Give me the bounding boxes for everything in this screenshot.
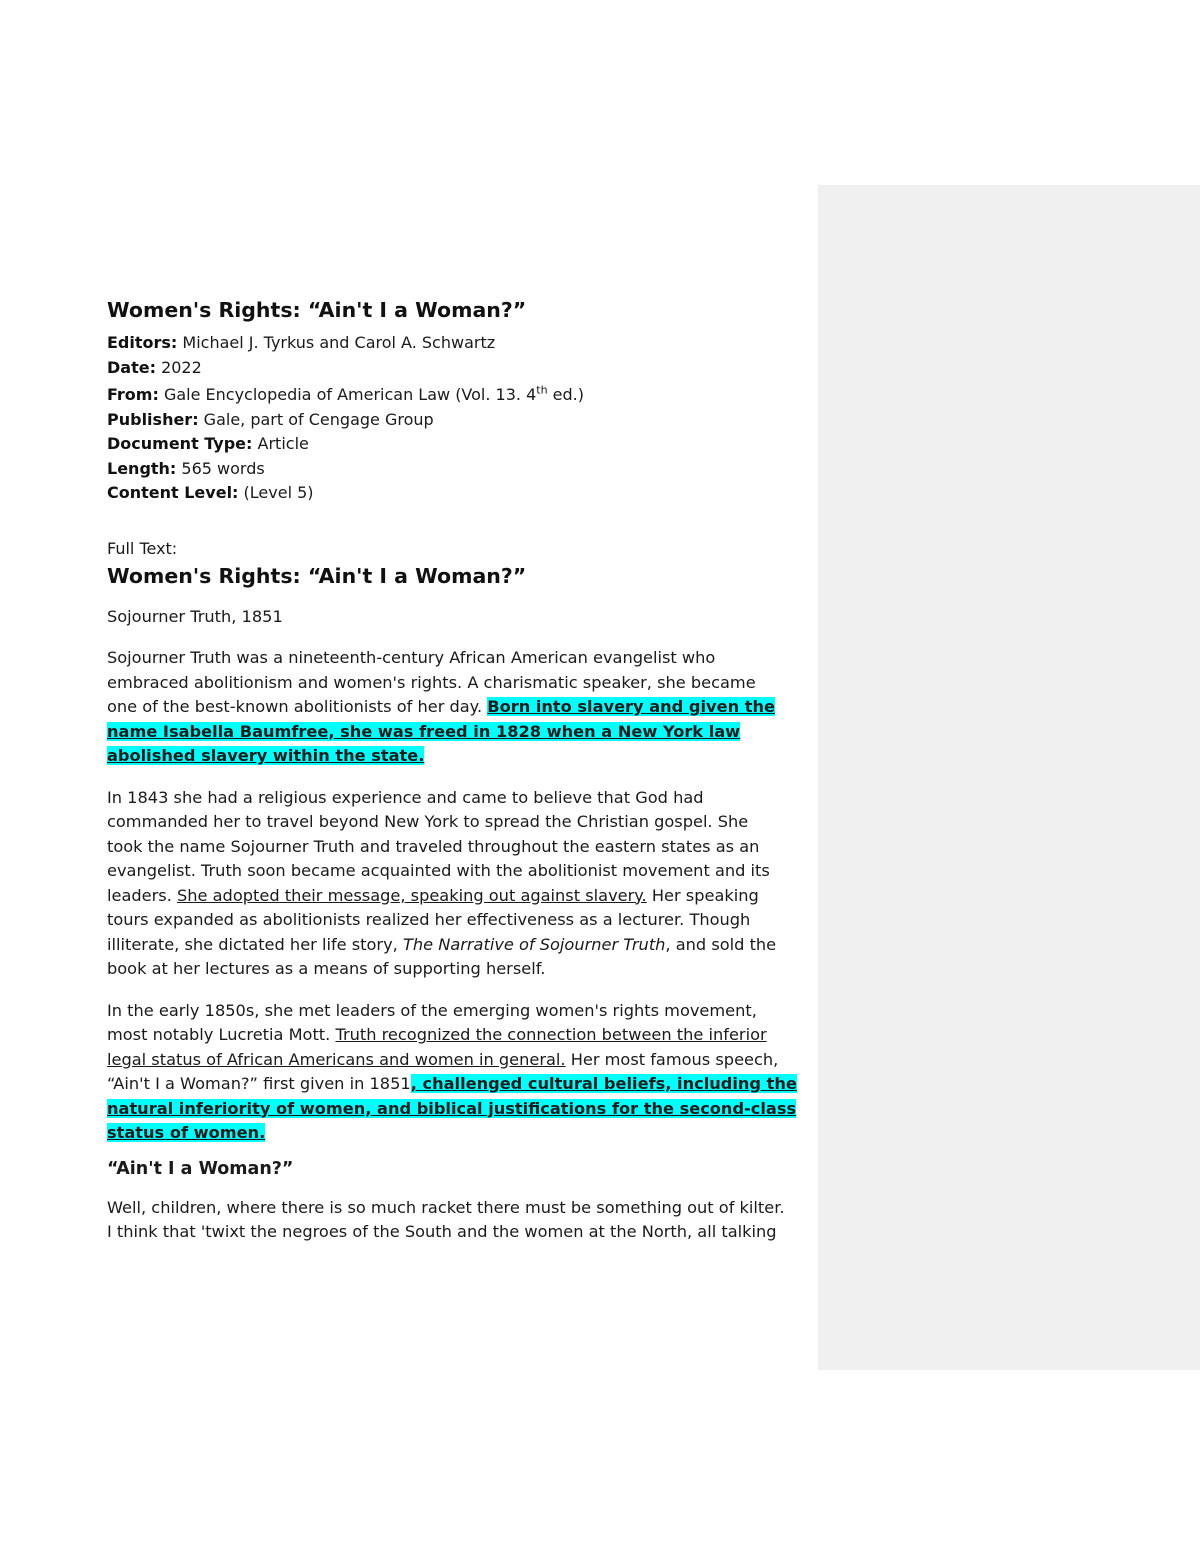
paragraph-1: Sojourner Truth was a nineteenth-century African American evangelist who embraced abolitionism and women's rights. A charismatic speaker, she became one of the best-known abolitionists of her day. Born into slavery and given the name Isabella Baumfree, she was freed in 1828 when a New York law abolished slavery within the state.: [107, 648, 775, 765]
meta-from: From: Gale Encyclopedia of American Law (Vol. 13. 4th ed.): [107, 383, 584, 404]
meta-publisher: Publisher: Gale, part of Cengage Group: [107, 409, 434, 429]
metadata-block: [107, 331, 807, 506]
paragraph-2: In 1843 she had a religious experience and came to believe that God had commanded her to travel beyond New York to spread the Christian gospel. She took the name Sojourner Truth and traveled throughout the eastern states as an evangelist. Truth soon became acquainted with the abolitionist movement and its leaders. She adopted their message, speaking out against slavery. Her speaking tours expanded as abolitionists realized her effectiveness as a lecturer. Though illiterate, she dictated her life story, The Narrative of Sojourner Truth, and sold the book at her lectures as a means of supporting herself.: [107, 787, 777, 978]
comment-pane: [818, 185, 1200, 1370]
highlighted-text: Born into slavery and given the: [487, 697, 775, 716]
meta-document-type: Document Type: Article: [107, 434, 309, 453]
meta-date: Date: 2022: [107, 357, 202, 377]
highlighted-text: status of women.: [107, 1123, 266, 1142]
author-line: Sojourner Truth, 1851: [107, 606, 283, 626]
document-title: Women's Rights: “Ain't I a Woman?”: [107, 298, 527, 322]
paragraph-4: Well, children, where there is so much racket there must be something out of kilter. I think that 'twixt the negroes of the South and the women at the North, all talking: [107, 1197, 785, 1241]
highlighted-text: natural inferiority of women, and biblical justifications for the second-class: [107, 1098, 797, 1118]
underlined-text: Truth recognized the connection between the inferior: [335, 1025, 767, 1044]
meta-content-level: Content Level: (Level 5): [107, 483, 314, 502]
underlined-text: She adopted their message, speaking out against slavery.: [177, 885, 647, 905]
document-page: [107, 296, 807, 1245]
highlighted-text: abolished slavery within the state.: [107, 746, 425, 765]
book-title: The Narrative of Sojourner Truth: [402, 934, 666, 954]
full-text-label: Full Text:: [107, 538, 178, 558]
paragraph-3: In the early 1850s, she met leaders of the emerging women's rights movement, most notably Lucretia Mott. Truth recognized the connection between the inferior legal status of African Americans and women in general. Her most famous speech, “Ain't I a Woman?” first given in 1851, challenged cultural beliefs, including the natural inferiority of women, and biblical justifications for the second-class status of women.: [107, 1000, 797, 1142]
underlined-text: legal status of African Americans and women in general.: [107, 1049, 566, 1069]
meta-editors: Editors: Michael J. Tyrkus and Carol A. Schwartz: [107, 333, 496, 352]
meta-length: Length: 565 words: [107, 458, 265, 478]
highlighted-text: , challenged cultural beliefs, including the: [410, 1074, 797, 1093]
highlighted-text: name Isabella Baumfree, she was freed in 1828 when a New York law: [107, 721, 741, 741]
speech-heading: “Ain't I a Woman?”: [107, 1158, 294, 1179]
article-title: Women's Rights: “Ain't I a Woman?”: [107, 563, 527, 588]
